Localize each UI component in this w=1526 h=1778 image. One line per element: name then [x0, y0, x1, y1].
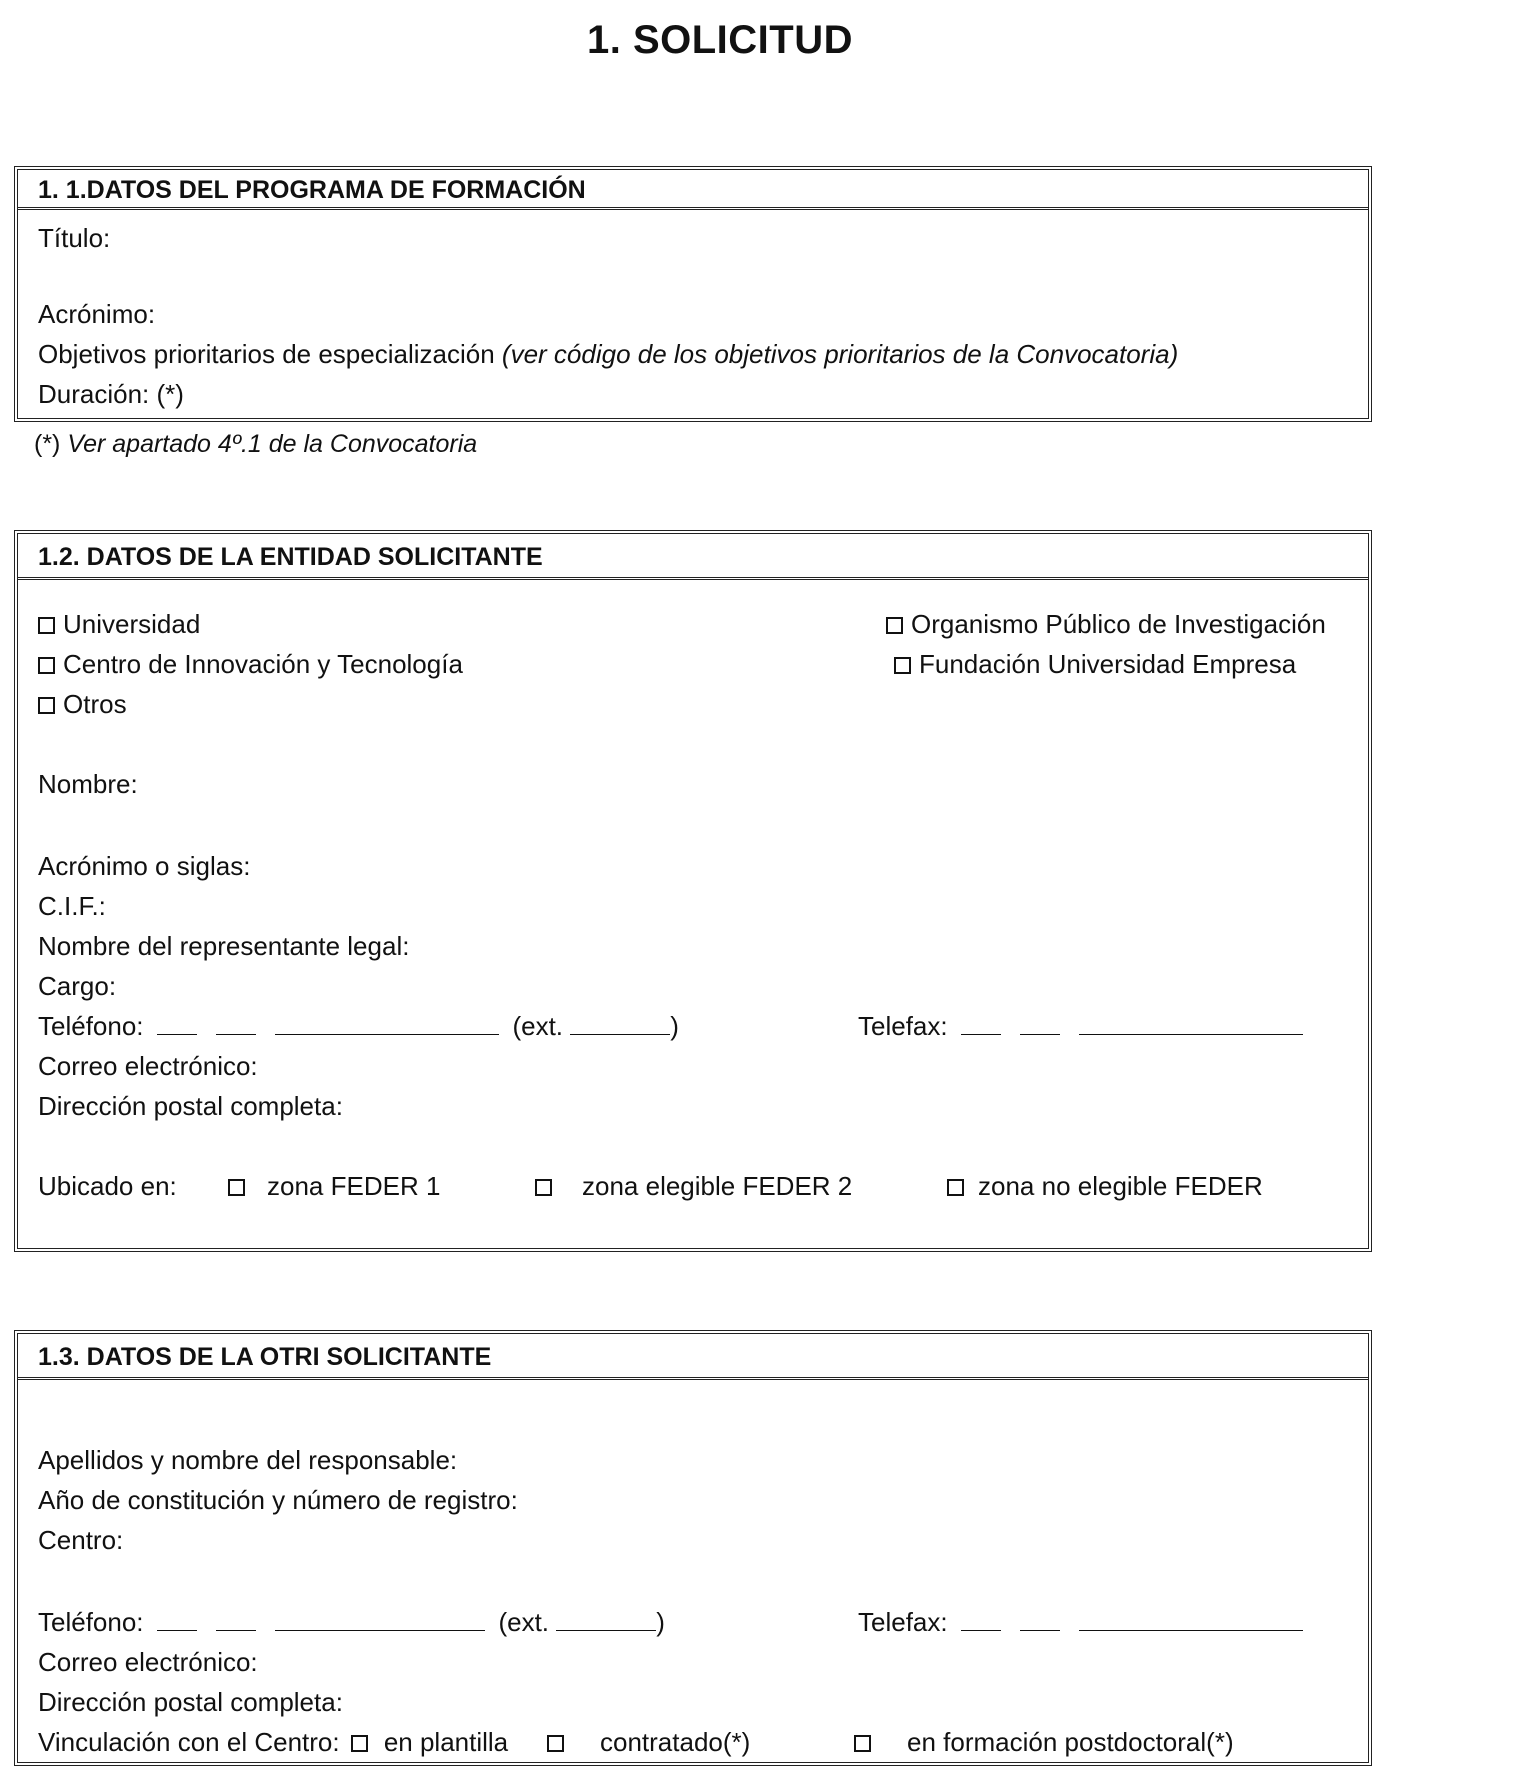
option-label: contratado(*)	[600, 1727, 751, 1757]
telefax-label: Telefax:	[858, 1607, 948, 1637]
objetivos-note: (ver código de los objetivos prioritarios de la Convocatoria)	[501, 339, 1179, 369]
checkbox[interactable]	[535, 1179, 552, 1196]
telefax-number-blank[interactable]	[1079, 1012, 1303, 1035]
checkbox[interactable]	[894, 657, 911, 674]
option-label: Fundación Universidad Empresa	[919, 649, 1297, 679]
field-nombre: Nombre:	[38, 769, 138, 799]
telefono-label: Teléfono:	[38, 1607, 144, 1637]
option-label: Organismo Público de Investigación	[911, 609, 1326, 639]
field-ubicado: Ubicado en:	[38, 1171, 177, 1201]
option-label: Otros	[63, 689, 127, 719]
option-postdoctoral[interactable]	[854, 1726, 1234, 1758]
field-objetivos	[38, 338, 1178, 370]
field-telefono	[38, 1010, 679, 1042]
field-telefax	[858, 1606, 1309, 1638]
checkbox[interactable]	[947, 1179, 964, 1196]
checkbox-plantilla[interactable]	[351, 1735, 368, 1752]
footnote-text: Ver apartado 4º.1 de la Convocatoria	[67, 430, 478, 458]
option-zona-no-elegible[interactable]	[947, 1170, 1263, 1202]
ext-close: )	[670, 1011, 679, 1041]
option-otros[interactable]	[38, 688, 127, 720]
option-opi[interactable]	[886, 608, 1326, 640]
field-telefono	[38, 1606, 665, 1638]
telefax-area-blank[interactable]	[1020, 1608, 1060, 1631]
field-direccion: Dirección postal completa:	[38, 1687, 343, 1717]
field-telefax	[858, 1010, 1309, 1042]
field-constitucion: Año de constitución y número de registro:	[38, 1485, 518, 1515]
checkbox[interactable]	[854, 1735, 871, 1752]
option-label: zona no elegible FEDER	[978, 1171, 1263, 1201]
checkbox[interactable]	[547, 1735, 564, 1752]
section-header: 1.2. DATOS DE LA ENTIDAD SOLICITANTE	[18, 534, 1368, 580]
field-vinculacion	[38, 1726, 508, 1758]
ext-blank[interactable]	[570, 1012, 670, 1035]
field-direccion: Dirección postal completa:	[38, 1091, 343, 1121]
option-fue[interactable]	[894, 648, 1296, 680]
checkbox[interactable]	[228, 1179, 245, 1196]
checkbox[interactable]	[38, 697, 55, 714]
section-header: 1.3. DATOS DE LA OTRI SOLICITANTE	[18, 1334, 1368, 1380]
field-responsable: Apellidos y nombre del responsable:	[38, 1445, 458, 1475]
telefono-prefix-blank[interactable]	[157, 1012, 197, 1035]
section-header: 1. 1.DATOS DEL PROGRAMA DE FORMACIÓN	[18, 170, 1368, 210]
footnote-mark: (*)	[34, 430, 61, 458]
field-cargo: Cargo:	[38, 971, 117, 1001]
telefono-number-blank[interactable]	[275, 1608, 485, 1631]
ext-close: )	[656, 1607, 665, 1637]
telefax-prefix-blank[interactable]	[961, 1012, 1001, 1035]
option-universidad[interactable]	[38, 608, 200, 640]
telefax-number-blank[interactable]	[1079, 1608, 1303, 1631]
option-zona-feder-2[interactable]	[535, 1170, 852, 1202]
option-label: en formación postdoctoral(*)	[907, 1727, 1234, 1757]
telefax-label: Telefax:	[858, 1011, 948, 1041]
option-label: zona elegible FEDER 2	[582, 1171, 853, 1201]
option-label: Centro de Innovación y Tecnología	[63, 649, 463, 679]
telefono-area-blank[interactable]	[216, 1608, 256, 1631]
telefono-number-blank[interactable]	[275, 1012, 499, 1035]
field-titulo: Título:	[38, 223, 111, 253]
option-cit[interactable]	[38, 648, 463, 680]
field-duracion: Duración: (*)	[38, 379, 184, 409]
footnote	[34, 430, 477, 459]
checkbox[interactable]	[38, 657, 55, 674]
field-representante: Nombre del representante legal:	[38, 931, 410, 961]
telefono-area-blank[interactable]	[216, 1012, 256, 1035]
option-plantilla: en plantilla	[383, 1727, 509, 1757]
checkbox[interactable]	[38, 617, 55, 634]
section-otri	[14, 1330, 1372, 1766]
page-title: 1. SOLICITUD	[586, 18, 854, 62]
ext-label: (ext.	[498, 1607, 550, 1637]
option-label: Universidad	[63, 609, 201, 639]
vinculacion-label: Vinculación con el Centro:	[38, 1727, 340, 1757]
option-zona-feder-1[interactable]	[228, 1170, 440, 1202]
telefax-prefix-blank[interactable]	[961, 1608, 1001, 1631]
telefono-prefix-blank[interactable]	[157, 1608, 197, 1631]
telefono-label: Teléfono:	[38, 1011, 144, 1041]
field-centro: Centro:	[38, 1525, 124, 1555]
ext-label: (ext.	[512, 1011, 564, 1041]
field-cif: C.I.F.:	[38, 891, 106, 921]
option-contratado[interactable]	[547, 1726, 750, 1758]
field-acronimo-siglas: Acrónimo o siglas:	[38, 851, 251, 881]
section-entidad	[14, 530, 1372, 1252]
field-correo: Correo electrónico:	[38, 1051, 258, 1081]
field-acronimo: Acrónimo:	[38, 299, 156, 329]
checkbox[interactable]	[886, 617, 903, 634]
ext-blank[interactable]	[556, 1608, 656, 1631]
section-programa	[14, 166, 1372, 422]
telefax-area-blank[interactable]	[1020, 1012, 1060, 1035]
field-correo: Correo electrónico:	[38, 1647, 258, 1677]
option-label: zona FEDER 1	[267, 1171, 441, 1201]
objetivos-label: Objetivos prioritarios de especialización	[38, 339, 495, 369]
